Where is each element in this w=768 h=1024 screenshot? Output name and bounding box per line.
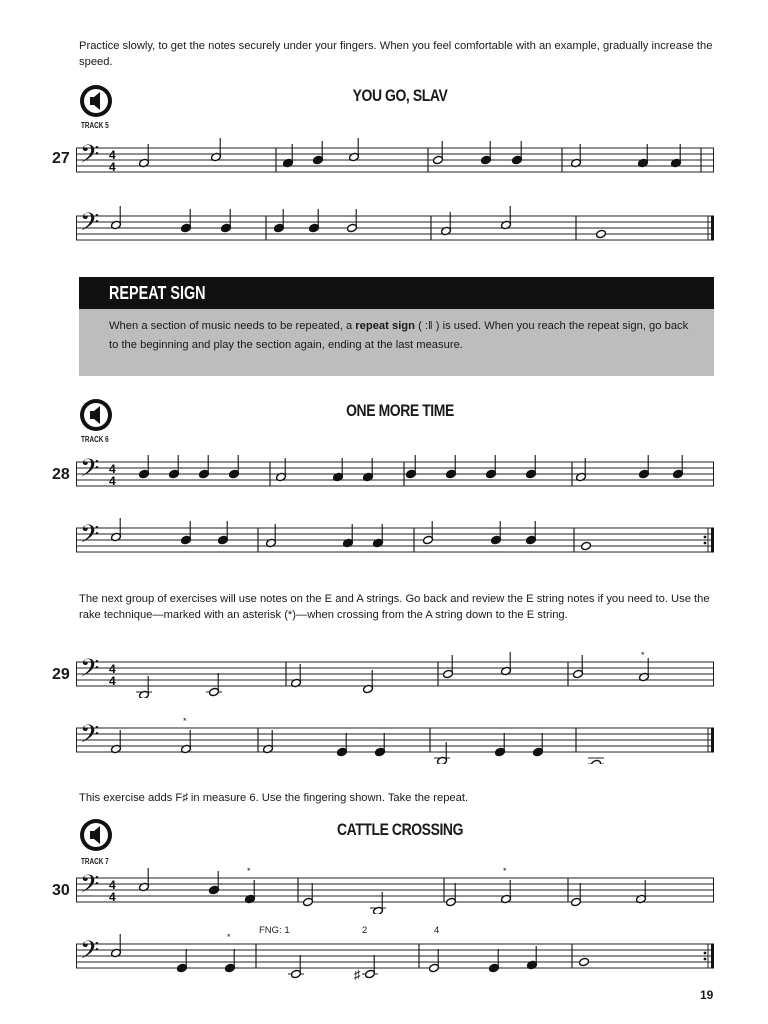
repeat-dot — [704, 952, 707, 955]
paragraph-text: This exercise adds F♯ in measure 6. Use the fingering shown. Take the repeat. — [79, 792, 469, 804]
rake-asterisk: * — [503, 868, 507, 876]
time-signature-bottom: 4 — [109, 674, 116, 688]
sharp-sign: ♯ — [354, 967, 361, 980]
fingering-label: FNG: 1 — [259, 925, 290, 936]
bold-term: repeat sign — [355, 320, 415, 332]
bass-clef-icon: 𝄢 — [80, 654, 100, 689]
page-number: 19 — [700, 988, 714, 1002]
repeat-sign-text — [109, 317, 699, 355]
exercise-number: 30 — [52, 882, 70, 899]
song-title: CATTLE CROSSING — [336, 820, 464, 839]
repeat-dot — [704, 536, 707, 539]
time-signature-top: 4 — [109, 462, 116, 476]
repeat-sign-box — [79, 277, 714, 376]
track-label: TRACK 7 — [81, 857, 109, 866]
exercise-number: 28 — [52, 466, 70, 483]
music-staff — [76, 452, 716, 498]
note-head — [591, 759, 602, 764]
rake-asterisk: * — [247, 868, 251, 876]
repeat-sign-header — [79, 277, 714, 309]
repeat-barline — [711, 944, 714, 968]
intro-text: Practice slowly, to get the notes securely under your fingers. When you feel comfortable with an example, gradually increase the speed. — [79, 40, 713, 68]
bass-clef-icon: 𝄢 — [80, 870, 100, 905]
text-part: When a section of music needs to be repeated, a — [109, 320, 356, 332]
time-signature-top: 4 — [109, 662, 116, 676]
time-signature-top: 4 — [109, 878, 116, 892]
time-signature-bottom: 4 — [109, 160, 116, 174]
time-signature-top: 4 — [109, 148, 116, 162]
paragraph-text: The next group of exercises will use notes on the E and A strings. Go back and review the E string notes if you need to. Use the rake technique—marked with an asterisk (*)—when crossing from the A string down to the E string. — [79, 593, 710, 621]
bass-clef-icon: 𝄢 — [80, 140, 100, 175]
fingering-number: 2 — [362, 925, 368, 936]
note-head — [581, 541, 592, 550]
music-staff — [76, 518, 716, 564]
cd-track-icon[interactable] — [79, 84, 113, 118]
bass-clef-icon: 𝄢 — [80, 936, 100, 971]
exercise-number: 29 — [52, 666, 70, 683]
repeat-sign-title: REPEAT SIGN — [109, 283, 206, 303]
bass-clef-icon: 𝄢 — [80, 454, 100, 489]
note-head — [579, 957, 590, 966]
rake-asterisk: * — [641, 652, 645, 660]
rake-asterisk: * — [183, 718, 187, 726]
bass-clef-icon: 𝄢 — [80, 720, 100, 755]
bass-clef-icon: 𝄢 — [80, 520, 100, 555]
bass-clef-icon: 𝄢 — [80, 208, 100, 243]
music-staff — [76, 138, 716, 184]
repeat-dot — [704, 958, 707, 961]
fingering-number: 4 — [434, 925, 440, 936]
music-staff — [76, 206, 716, 252]
track-label: TRACK 6 — [81, 435, 109, 444]
note-head — [596, 229, 607, 238]
repeat-dot — [704, 542, 707, 545]
song-title: YOU GO, SLAV — [352, 86, 448, 105]
repeat-barline — [711, 528, 714, 552]
cd-track-icon[interactable] — [79, 398, 113, 432]
music-staff — [76, 868, 716, 914]
final-barline — [711, 216, 714, 240]
rake-asterisk: * — [227, 934, 231, 942]
music-staff — [76, 718, 716, 764]
track-label: TRACK 5 — [81, 121, 109, 130]
music-staff — [76, 652, 716, 698]
music-staff — [76, 934, 716, 980]
time-signature-bottom: 4 — [109, 890, 116, 904]
time-signature-bottom: 4 — [109, 474, 116, 488]
exercise-number: 27 — [52, 150, 70, 167]
text-part: ( :‖ ) is used. When you reach the repeat sign, go back to the beginning and play the section again, ending at the last measure. — [109, 320, 689, 351]
final-barline — [711, 728, 714, 752]
song-title: ONE MORE TIME — [346, 401, 454, 420]
cd-track-icon[interactable] — [79, 818, 113, 852]
